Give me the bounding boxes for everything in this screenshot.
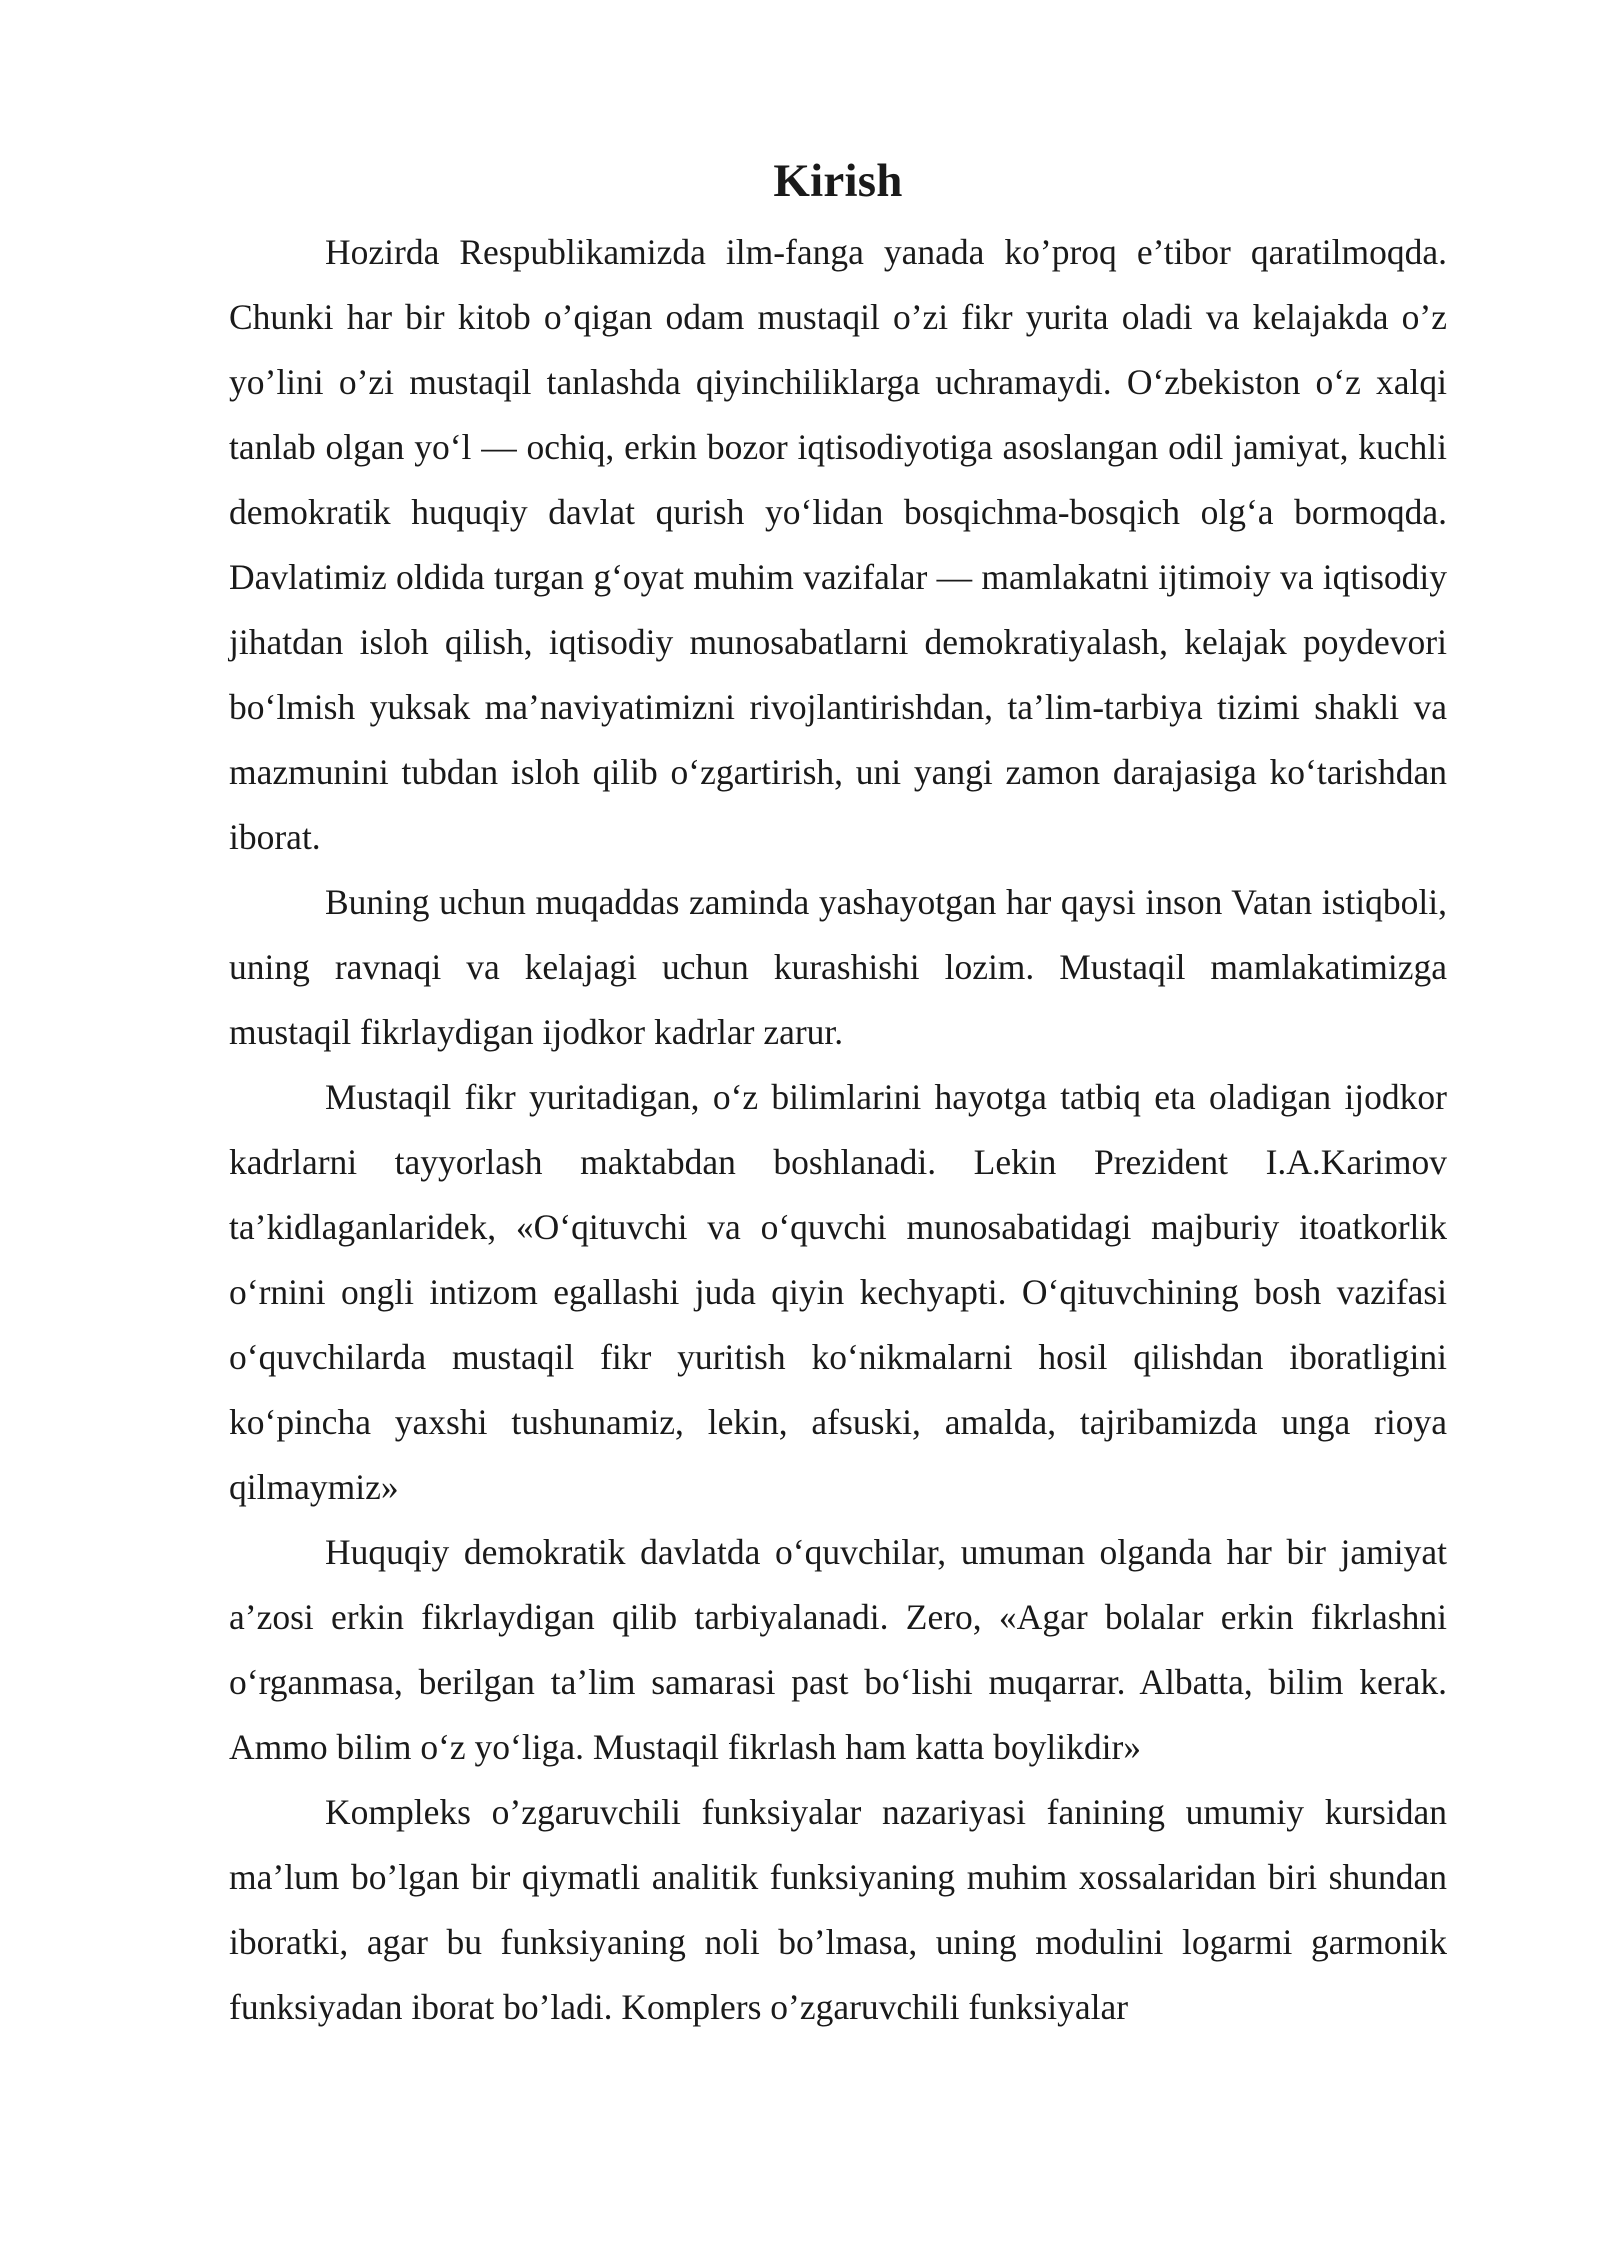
paragraph-independent-thinking: Mustaqil fikr yuritadigan, o‘z bilimlarini hayotga tatbiq eta oladigan ijodkor kadrlarni tayyorlash maktabdan boshlanadi. Lekin Prezident I.A.Karimov ta’kidlaganlaridek, «O‘qituvchi va o‘quvchi munosabatidagi majburiy itoatkorlik o‘rnini ongli intizom egallashi juda qiyin kechyapti. O‘qituvchining bosh vazifasi o‘quvchilarda mustaqil fikr yuritish ko‘nikmalarni hosil qilishdan iboratligini ko‘pincha yaxshi tushunamiz, lekin, afsuski, amalda, tajribamizda unga rioya qilmaymiz» <box>229 1077 1447 1507</box>
paragraph-intro: Hozirda Respublikamizda ilm-fanga yanada ko’proq e’tibor qaratilmoqda. Chunki har bir kitob o’qigan odam mustaqil o’zi fikr yurita oladi va kelajakda o’z yo’lini o’zi mustaqil tanlashda qiyinchiliklarga uchramaydi. O‘zbekiston o‘z xalqi tanlab olgan yo‘l — ochiq, erkin bozor iqtisodiyotiga asoslangan odil jamiyat, kuchli demokratik huquqiy davlat qurish yo‘lidan bosqichma-bosqich olg‘a bormoqda. Davlatimiz oldida turgan g‘oyat muhim vazifalar — mamlakatni ijtimoiy va iqtisodiy jihatdan isloh qilish, iqtisodiy munosabatlarni demokratiyalash, kelajak poydevori bo‘lmish yuksak ma’naviyatimizni rivojlantirishdan, ta’lim-tarbiya tizimi shakli va mazmunini tubdan isloh qilib o‘zgartirish, uni yangi zamon darajasiga ko‘tarishdan iborat. <box>229 232 1447 857</box>
paragraph-homeland: Buning uchun muqaddas zaminda yashayotgan har qaysi inson Vatan istiqboli, uning ravnaqi va kelajagi uchun kurashishi lozim. Mustaqil mamlakatimizga mustaqil fikrlaydigan ijodkor kadrlar zarur. <box>229 882 1447 1052</box>
paragraph-complex-functions: Kompleks o’zgaruvchili funksiyalar nazariyasi fanining umumiy kursidan ma’lum bo’lgan bir qiymatli analitik funksiyaning muhim xossalaridan biri shundan iboratki, agar bu funksiyaning noli bo’lmasa, uning modulini logarmi garmonik funksiyadan iborat bo’ladi. Komplers o’zgaruvchili funksiyalar <box>229 1792 1447 2027</box>
paragraph-democratic-state: Huquqiy demokratik davlatda o‘quvchilar, umuman olganda har bir jamiyat a’zosi erkin fikrlaydigan qilib tarbiyalanadi. Zero, «Agar bolalar erkin fikrlashni o‘rganmasa, berilgan ta’lim samarasi past bo‘lishi muqarrar. Albatta, bilim kerak. Ammo bilim o‘z yo‘liga. Mustaqil fikrlash ham katta boylikdir» <box>229 1532 1447 1767</box>
document-title: Kirish <box>773 155 903 207</box>
document-page <box>229 148 1447 2040</box>
